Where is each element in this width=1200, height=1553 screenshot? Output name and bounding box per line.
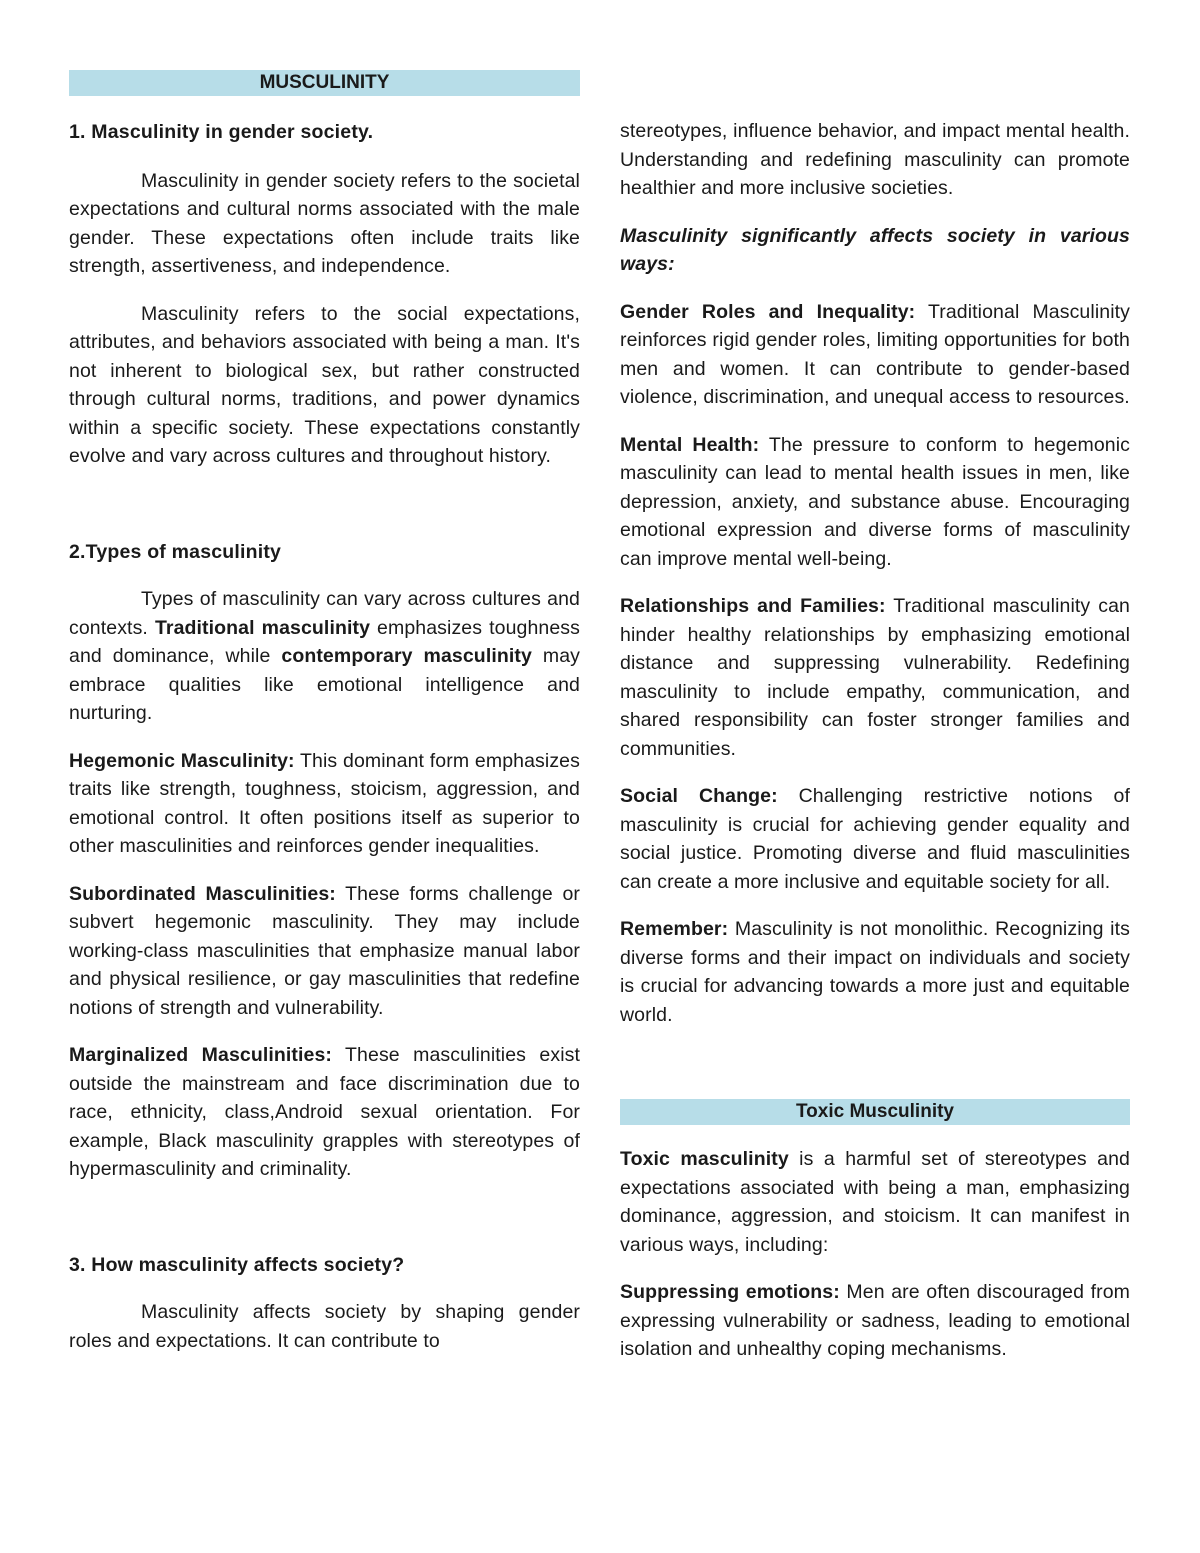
social-change-paragraph	[620, 782, 1130, 896]
ways-heading: Masculinity significantly affects society in various ways:	[620, 224, 1130, 275]
section-3-continued-paragraph: stereotypes, influence behavior, and impact mental health. Understanding and redefining masculinity can promote healthier and more inclusive societies.	[620, 120, 1130, 199]
gender-roles-paragraph	[620, 298, 1130, 412]
suppressing-paragraph	[620, 1278, 1130, 1364]
term-subordinated: Subordinated Masculinities:	[69, 882, 336, 905]
section-3-heading: 3. How masculinity affects society?	[69, 1253, 405, 1276]
text-run: Challenging restrictive notions of masculinity is crucial for achieving gender equality and social justice. Promoting diverse and fluid masculinities can create a more inclusive and equitable society for all.	[620, 785, 1131, 893]
remember-paragraph	[620, 915, 1130, 1029]
text-run: Masculinity is not monolithic. Recognizing its diverse forms and their impact on individuals and society is crucial for advancing towards a more just and equitable world.	[620, 918, 1130, 1026]
text-run: Men are often discouraged from expressing vulnerability or sadness, leading to emotional isolation and unhealthy coping mechanisms.	[620, 1281, 1130, 1360]
text-run: emphasizes toughness and dominance, while	[69, 616, 580, 667]
left-column	[69, 0, 580, 1355]
toxic-paragraph	[620, 1145, 1130, 1259]
text-run: is a harmful set of stereotypes and expectations associated with being a man, emphasizing dominance, aggression, and stoicism. It can manifest in various ways, including:	[620, 1148, 1131, 1256]
section-2-paragraph	[69, 585, 580, 728]
text-run: This dominant form emphasizes traits like strength, toughness, stoicism, aggression, and emotional control. It often positions itself as superior to other masculinities and reinforces gender inequalities.	[69, 749, 580, 857]
term-marginalized: Marginalized Masculinities:	[69, 1044, 333, 1066]
text-run: These masculinities exist outside the mainstream and face discrimination due to race, ethnicity, class,Android sexual orientation. For example, Black masculinity grapples with stereotypes of hypermasculinity and criminality.	[69, 1044, 580, 1180]
section-1-paragraph-1: Masculinity in gender society refers to the societal expectations and cultural norms associated with the male gender. These expectations often include traits like strength, assertiveness, and independence.	[69, 169, 580, 277]
text-run: The pressure to conform to hegemonic masculinity can lead to mental health issues in men, like depression, anxiety, and substance abuse. Encouraging emotional expression and diverse forms of masculinity can improve mental well-being.	[620, 433, 1130, 570]
section-banner-toxic: Toxic Musculinity	[620, 1099, 1130, 1125]
term-contemporary-masculinity: contemporary masculinity	[281, 645, 532, 667]
text-run: These forms challenge or subvert hegemonic masculinity. They may include working-class masculinities that emphasize manual labor and physical resilience, or gay masculinities that redefine notions of strength and vulnerability.	[69, 882, 581, 1019]
term-hegemonic: Hegemonic Masculinity:	[69, 749, 295, 772]
relationships-paragraph	[620, 592, 1130, 763]
hegemonic-paragraph	[69, 747, 580, 861]
right-column	[620, 0, 1130, 1364]
term-social-change: Social Change:	[620, 785, 778, 807]
subordinated-paragraph	[69, 880, 580, 1023]
section-1-heading: 1. Masculinity in gender society.	[69, 121, 374, 143]
section-3-paragraph: Masculinity affects society by shaping gender roles and expectations. It can contribute to	[69, 1301, 580, 1352]
term-traditional-masculinity: Traditional masculinity	[154, 616, 371, 639]
term-mental-health: Mental Health:	[620, 433, 760, 456]
term-suppressing-emotions: Suppressing emotions:	[620, 1281, 840, 1303]
mental-health-paragraph	[620, 431, 1130, 574]
term-gender-roles: Gender Roles and Inequality:	[620, 300, 916, 323]
term-relationships: Relationships and Families:	[620, 595, 886, 617]
term-remember: Remember:	[620, 918, 729, 940]
term-toxic-masculinity: Toxic masculinity	[620, 1148, 789, 1170]
text-run: Traditional Masculinity reinforces rigid gender roles, limiting opportunities for both men and women. It can contribute to gender-based violence, discrimination, and unequal access to resources.	[620, 300, 1130, 408]
section-banner-masculinity: MUSCULINITY	[69, 70, 580, 96]
section-2-heading: 2.Types of masculinity	[69, 540, 282, 563]
text-run: Traditional masculinity can hinder healthy relationships by emphasizing emotional distance and suppressing vulnerability. Redefining masculinity to include empathy, communication, and shared responsibility can foster stronger families and communities.	[620, 595, 1130, 760]
text-run: may embrace qualities like emotional intelligence and nurturing.	[69, 645, 581, 724]
section-1-paragraph-2: Masculinity refers to the social expectations, attributes, and behaviors associated with being a man. It's not inherent to biological sex, but rather constructed through cultural norms, traditions, and power dynamics within a specific society. These expectations constantly evolve and vary across cultures and throughout history.	[69, 302, 580, 467]
text-run: Types of masculinity can vary across cultures and contexts.	[69, 588, 580, 639]
marginalized-paragraph	[69, 1041, 580, 1184]
